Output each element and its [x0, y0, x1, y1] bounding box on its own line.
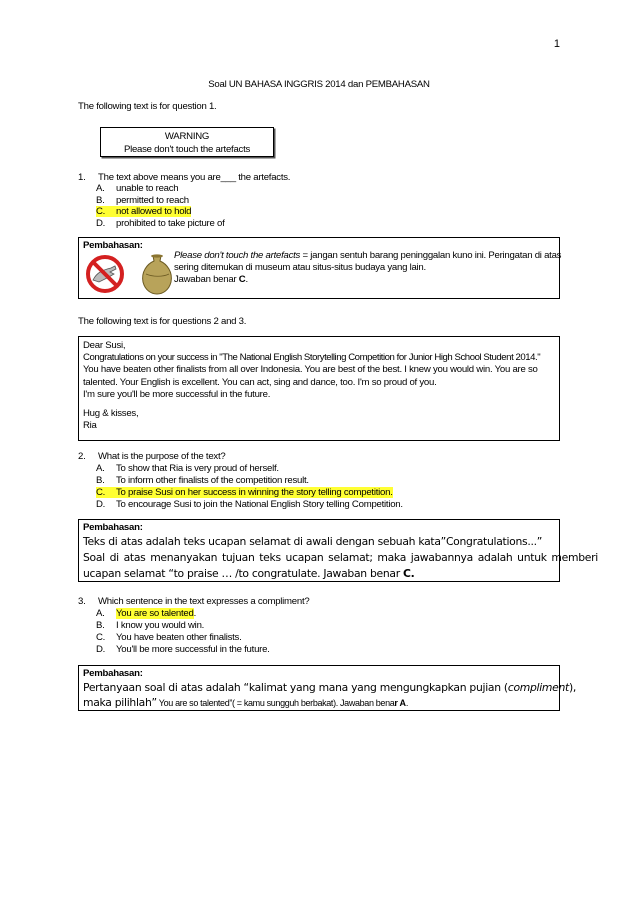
discussion-line-3	[83, 567, 555, 580]
option-letter: A.	[96, 183, 105, 194]
italic-term: compliment	[507, 681, 569, 694]
option-letter: B.	[96, 195, 105, 206]
option-text: I know you would win.	[116, 620, 205, 631]
option-letter: C.	[96, 487, 106, 498]
q3-option-d	[96, 644, 270, 655]
option-text: To encourage Susi to join the National English Story telling Competition.	[116, 499, 403, 510]
q2-option-a	[96, 463, 279, 474]
q3-option-b	[96, 620, 204, 631]
answer-letter: C.	[402, 567, 415, 580]
answer-suffix: .	[245, 274, 248, 285]
discussion-box-3	[78, 665, 577, 711]
discussion-label: Pembahasan:	[83, 668, 143, 679]
option-letter: C.	[96, 632, 106, 643]
option-letter: B.	[96, 475, 105, 486]
option-letter: D.	[96, 218, 106, 229]
question-number: 3.	[78, 596, 86, 607]
q1-option-d	[96, 218, 224, 229]
option-letter: D.	[96, 644, 106, 655]
q2-option-b	[96, 475, 309, 486]
discussion-line-2	[83, 696, 555, 709]
option-text: You'll be more successful in the future.	[116, 644, 270, 655]
warning-text: Please don't touch the artefacts	[123, 144, 251, 155]
page-number: 1	[553, 38, 560, 50]
discussion-line-1	[174, 250, 561, 261]
discussion-line-1	[83, 681, 577, 694]
question-stem: The text above means you are___ the artefacts.	[98, 172, 291, 183]
answer-letter: C	[238, 274, 246, 285]
discussion-text: maka pilihlah”	[83, 696, 157, 709]
answer-letter: r A	[394, 698, 406, 708]
option-letter: A.	[96, 463, 105, 474]
discussion-text: = jangan sentuh barang peninggalan kuno ini. Peringatan di atas	[300, 250, 562, 261]
option-text: You have beaten other finalists.	[116, 632, 242, 643]
q1-option-c	[96, 206, 191, 217]
q2-option-c	[96, 487, 393, 498]
option-letter: A.	[96, 608, 105, 619]
discussion-text: ),	[568, 681, 577, 694]
question-stem: What is the purpose of the text?	[98, 451, 226, 462]
discussion-box-1	[78, 237, 560, 299]
question-2	[78, 451, 225, 462]
discussion-line-1: Teks di atas adalah teks ucapan selamat di awali dengan sebuah kata”Congratulations...”	[83, 535, 543, 548]
discussion-text: Pertanyaan soal di atas adalah “kalimat yang mana yang mengungkapkan pujian (	[83, 681, 508, 694]
discussion-text-small: You are so talented”( = kamu sungguh berbakat). Jawaban bena	[156, 698, 395, 708]
discussion-answer	[174, 274, 248, 285]
q1-option-b	[96, 195, 189, 206]
q3-option-a	[96, 608, 196, 619]
warning-heading: WARNING	[164, 131, 210, 142]
option-suffix: .	[193, 608, 196, 619]
letter-line-1: Congratulations on your success in "The National English Storytelling Competition for Junior High School Student 2014."	[83, 352, 541, 364]
no-touch-sign-icon	[83, 252, 183, 296]
question-number: 2.	[78, 451, 86, 462]
option-letter: B.	[96, 620, 105, 631]
option-text: To praise Susi on her success in winning the story telling competition.	[116, 487, 393, 498]
question-1	[78, 172, 290, 183]
letter-line-2: You have beaten other finalists from all over Indonesia. You are best of the best. I knew you would win. You are so	[83, 364, 538, 376]
discussion-line-2: sering ditemukan di museum atau situs-situs budaya yang lain.	[174, 262, 426, 273]
letter-line-3: talented. Your English is excellent. You can act, sing and dance, too. I'm so proud of you.	[83, 376, 437, 388]
warning-box	[100, 127, 274, 157]
q1-option-a	[96, 183, 178, 194]
q2-option-d	[96, 499, 403, 510]
discussion-text: ucapan selamat “to praise … /to congratulate. Jawaban benar	[83, 567, 403, 580]
option-text: To inform other finalists of the competition result.	[116, 475, 309, 486]
discussion-box-2	[78, 519, 598, 582]
option-letter: C.	[96, 206, 106, 217]
option-text: To show that Ria is very proud of herself.	[116, 463, 279, 474]
discussion-label: Pembahasan:	[83, 522, 143, 533]
option-text: prohibited to take picture of	[116, 218, 225, 229]
vase-icon	[143, 254, 172, 294]
option-text: not allowed to hold	[116, 206, 192, 217]
question-number: 1.	[78, 172, 86, 183]
intro-question-2-3: The following text is for questions 2 and 3.	[78, 316, 247, 327]
intro-question-1: The following text is for question 1.	[78, 101, 217, 112]
quoted-warning: Please don't touch the artefacts	[174, 250, 301, 261]
answer-prefix: Jawaban benar	[174, 274, 239, 285]
option-text: You are so talented	[116, 608, 194, 619]
question-stem: Which sentence in the text expresses a compliment?	[98, 596, 310, 607]
option-text: unable to reach	[116, 183, 179, 194]
letter-signature: Ria	[83, 420, 97, 432]
letter-greeting: Dear Susi,	[83, 340, 126, 351]
letter-line-4: I'm sure you'll be more successful in the future.	[83, 388, 271, 400]
letter-box	[78, 336, 560, 441]
question-3	[78, 596, 309, 607]
q3-option-c	[96, 632, 242, 643]
discussion-label: Pembahasan:	[83, 240, 143, 251]
option-text: permitted to reach	[116, 195, 189, 206]
option-letter: D.	[96, 499, 106, 510]
letter-closing: Hug & kisses,	[83, 408, 139, 420]
discussion-line-2: Soal di atas menanyakan tujuan teks ucapan selamat; maka jawabannya adalah untuk memberi	[83, 551, 598, 564]
answer-suffix: .	[405, 698, 409, 708]
page-title: Soal UN BAHASA INGGRIS 2014 dan PEMBAHASAN	[208, 79, 430, 90]
